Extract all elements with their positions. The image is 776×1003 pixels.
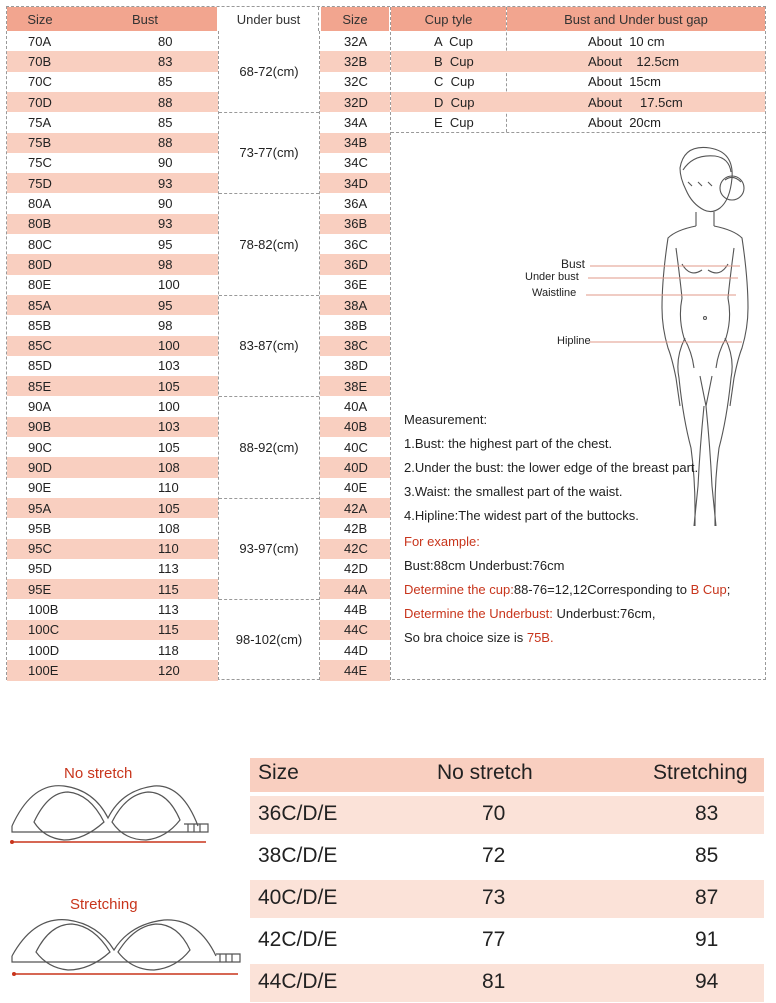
stretch-cell: 87 xyxy=(695,886,719,909)
size-cell: 80C xyxy=(28,236,52,252)
size-2-cell: 38C xyxy=(344,338,368,354)
header-under-bust: Under bust xyxy=(219,7,319,31)
determine-cup-result: B Cup xyxy=(690,582,727,597)
bust-cell: 105 xyxy=(158,439,180,455)
size-cell: 100C xyxy=(28,622,60,638)
bust-cell: 90 xyxy=(158,196,173,212)
size-cell: 85D xyxy=(28,358,52,374)
size-2-cell: 44D xyxy=(344,642,368,658)
size-2-cell: 34A xyxy=(344,114,368,130)
size-cell: 100B xyxy=(28,602,59,618)
determine-cup-label: Determine the cup: xyxy=(404,582,514,597)
size-cell: 80B xyxy=(28,216,52,232)
cup-cell: A Cup xyxy=(434,33,474,49)
size-2-cell: 34C xyxy=(344,155,368,171)
underbust-group-label: 73-77(cm) xyxy=(239,145,299,161)
gap-cell: About 12.5cm xyxy=(588,53,680,69)
underbust-group-label: 93-97(cm) xyxy=(239,541,299,557)
bust-cell: 108 xyxy=(158,459,180,475)
size-cell: 85A xyxy=(28,297,52,313)
size-cell: 85B xyxy=(28,317,52,333)
bust-cell: 95 xyxy=(158,236,173,252)
hipline-label: Hipline xyxy=(557,335,591,347)
stretch-header-cell: No stretch xyxy=(437,761,533,784)
underbust-group-label: 78-82(cm) xyxy=(239,236,299,252)
size-cell: 70B xyxy=(28,53,52,69)
cup-cell: D Cup xyxy=(434,94,475,110)
size-2-cell: 40A xyxy=(344,399,368,415)
under-bust-label: Under bust xyxy=(525,271,579,283)
size-cell: 90A xyxy=(28,399,52,415)
size-2-cell: 44B xyxy=(344,602,368,618)
size-cell: 80E xyxy=(28,277,52,293)
size-2-cell: 32C xyxy=(344,74,368,90)
stretch-cell: 38C/D/E xyxy=(258,844,338,867)
choice-line xyxy=(404,630,554,645)
size-cell: 75B xyxy=(28,135,52,151)
stretch-cell: 94 xyxy=(695,970,719,993)
size-cell: 75D xyxy=(28,175,52,191)
size-2-cell: 34D xyxy=(344,175,368,191)
underbust-group-label: 83-87(cm) xyxy=(239,338,299,354)
stretch-cell: 85 xyxy=(695,844,719,867)
example-line: Bust:88cm Underbust:76cm xyxy=(404,558,565,573)
bust-cell: 80 xyxy=(158,33,173,49)
bust-cell: 93 xyxy=(158,216,173,232)
size-2-cell: 40C xyxy=(344,439,368,455)
bust-cell: 88 xyxy=(158,135,173,151)
size-2-cell: 42C xyxy=(344,541,368,557)
size-cell: 95D xyxy=(28,561,52,577)
underbust-group-label: 98-102(cm) xyxy=(235,632,303,648)
stretch-cell: 73 xyxy=(482,886,506,909)
bust-cell: 118 xyxy=(158,642,179,658)
choice-result: 75B. xyxy=(526,630,554,645)
header-gap: Bust and Under bust gap xyxy=(507,7,765,31)
bust-cell: 98 xyxy=(158,256,173,272)
size-2-cell: 40B xyxy=(344,419,368,435)
size-2-cell: 38E xyxy=(344,378,368,394)
header-cup-style: Cup tyle xyxy=(391,7,506,31)
size-2-cell: 42D xyxy=(344,561,368,577)
size-2-cell: 40E xyxy=(344,480,368,496)
bust-cell: 98 xyxy=(158,317,173,333)
stretch-cell: 70 xyxy=(482,802,506,825)
waistline-label: Waistline xyxy=(532,287,577,299)
size-cell: 100E xyxy=(28,662,59,678)
determine-cup-end: ; xyxy=(726,582,731,597)
cup-cell: B Cup xyxy=(434,53,474,69)
bust-cell: 103 xyxy=(158,358,180,374)
divider xyxy=(218,31,219,680)
bust-cell: 110 xyxy=(158,541,179,557)
size-cell: 70D xyxy=(28,94,52,110)
gap-cell: About 10 cm xyxy=(588,33,665,49)
size-cell: 80D xyxy=(28,256,52,272)
header-size: Size xyxy=(7,7,73,31)
stretching-label: Stretching xyxy=(70,896,138,913)
header-bust: Bust xyxy=(73,7,217,31)
bust-cell: 93 xyxy=(158,175,173,191)
size-cell: 90E xyxy=(28,480,52,496)
size-cell: 85E xyxy=(28,378,52,394)
stretch-cell: 91 xyxy=(695,928,719,951)
measurement-item-3: 3.Waist: the smallest part of the waist. xyxy=(404,484,623,499)
bust-cell: 85 xyxy=(158,114,173,130)
bust-cell: 100 xyxy=(158,277,180,293)
bust-cell: 120 xyxy=(158,662,180,678)
bra-no-stretch-illustration xyxy=(8,782,213,850)
bust-cell: 110 xyxy=(158,480,179,496)
group-divider xyxy=(219,193,319,194)
size-2-cell: 38B xyxy=(344,317,368,333)
bust-cell: 83 xyxy=(158,53,173,69)
group-divider xyxy=(219,396,319,397)
size-cell: 95B xyxy=(28,520,52,536)
size-2-cell: 36D xyxy=(344,256,368,272)
stretch-cell: 42C/D/E xyxy=(258,928,338,951)
group-divider xyxy=(219,599,319,600)
bust-cell: 103 xyxy=(158,419,180,435)
bust-cell: 108 xyxy=(158,520,180,536)
size-2-cell: 42B xyxy=(344,520,368,536)
size-2-cell: 38A xyxy=(344,297,368,313)
bust-cell: 100 xyxy=(158,399,180,415)
size-2-cell: 40D xyxy=(344,459,368,475)
size-cell: 70C xyxy=(28,74,52,90)
size-2-cell: 34B xyxy=(344,135,368,151)
size-cell: 95E xyxy=(28,581,52,597)
gap-cell: About 17.5cm xyxy=(588,94,683,110)
size-cell: 70A xyxy=(28,33,52,49)
determine-cup-line xyxy=(404,582,730,597)
determine-underbust-label: Determine the Underbust: xyxy=(404,606,553,621)
header-size-2: Size xyxy=(321,7,389,31)
size-2-cell: 38D xyxy=(344,358,368,374)
underbust-group-label: 68-72(cm) xyxy=(239,64,299,80)
determine-underbust-line xyxy=(404,606,655,621)
stretch-cell: 40C/D/E xyxy=(258,886,338,909)
size-cell: 90B xyxy=(28,419,52,435)
size-2-cell: 36A xyxy=(344,196,368,212)
gap-cell: About 15cm xyxy=(588,74,661,90)
stretch-cell: 72 xyxy=(482,844,506,867)
gap-cell: About 20cm xyxy=(588,114,661,130)
no-stretch-label: No stretch xyxy=(64,765,133,782)
stretch-cell: 36C/D/E xyxy=(258,802,338,825)
measurement-title: Measurement: xyxy=(404,412,488,427)
choice-text: So bra choice size is xyxy=(404,630,527,645)
bust-label: Bust xyxy=(561,257,586,271)
size-2-cell: 36E xyxy=(344,277,368,293)
stretch-cell: 77 xyxy=(482,928,506,951)
stretch-header-cell: Stretching xyxy=(653,761,748,784)
size-2-cell: 36C xyxy=(344,236,368,252)
example-label: For example: xyxy=(404,534,480,549)
bust-cell: 113 xyxy=(158,561,179,577)
stretch-cell: 81 xyxy=(482,970,506,993)
bust-cell: 105 xyxy=(158,500,180,516)
group-divider xyxy=(219,295,319,296)
determine-underbust-text: Underbust:76cm, xyxy=(552,606,656,621)
stretch-header-cell: Size xyxy=(258,761,299,784)
bust-cell: 113 xyxy=(158,602,179,618)
group-divider xyxy=(219,498,319,499)
underbust-group-label: 88-92(cm) xyxy=(239,439,299,455)
bust-cell: 115 xyxy=(158,581,179,597)
size-cell: 100D xyxy=(28,642,60,658)
measurement-item-4: 4.Hipline:The widest part of the buttocks. xyxy=(404,508,639,523)
stretch-cell: 44C/D/E xyxy=(258,970,338,993)
size-2-cell: 44E xyxy=(344,662,368,678)
cup-cell: C Cup xyxy=(434,74,475,90)
size-cell: 85C xyxy=(28,338,52,354)
size-2-cell: 32A xyxy=(344,33,368,49)
divider xyxy=(319,31,320,680)
size-2-cell: 44C xyxy=(344,622,368,638)
size-2-cell: 42A xyxy=(344,500,368,516)
bust-cell: 88 xyxy=(158,94,173,110)
bust-cell: 105 xyxy=(158,378,180,394)
size-cell: 75C xyxy=(28,155,52,171)
bust-cell: 90 xyxy=(158,155,173,171)
measurement-item-2: 2.Under the bust: the lower edge of the breast part. xyxy=(404,460,699,475)
size-cell: 80A xyxy=(28,196,52,212)
size-cell: 95C xyxy=(28,541,52,557)
divider xyxy=(391,132,765,133)
size-cell: 95A xyxy=(28,500,52,516)
measurement-item-1: 1.Bust: the highest part of the chest. xyxy=(404,436,613,451)
size-cell: 75A xyxy=(28,114,52,130)
bust-cell: 115 xyxy=(158,622,179,638)
bra-stretching-illustration xyxy=(8,912,244,982)
cup-cell: E Cup xyxy=(434,114,474,130)
bust-cell: 85 xyxy=(158,74,173,90)
bust-cell: 95 xyxy=(158,297,173,313)
size-2-cell: 36B xyxy=(344,216,368,232)
size-cell: 90C xyxy=(28,439,52,455)
group-divider xyxy=(219,112,319,113)
size-cell: 90D xyxy=(28,459,52,475)
size-2-cell: 32B xyxy=(344,53,368,69)
size-2-cell: 32D xyxy=(344,94,368,110)
determine-cup-text: 88-76=12,12Corresponding to xyxy=(513,582,691,597)
stretch-cell: 83 xyxy=(695,802,719,825)
bust-cell: 100 xyxy=(158,338,180,354)
size-2-cell: 44A xyxy=(344,581,368,597)
